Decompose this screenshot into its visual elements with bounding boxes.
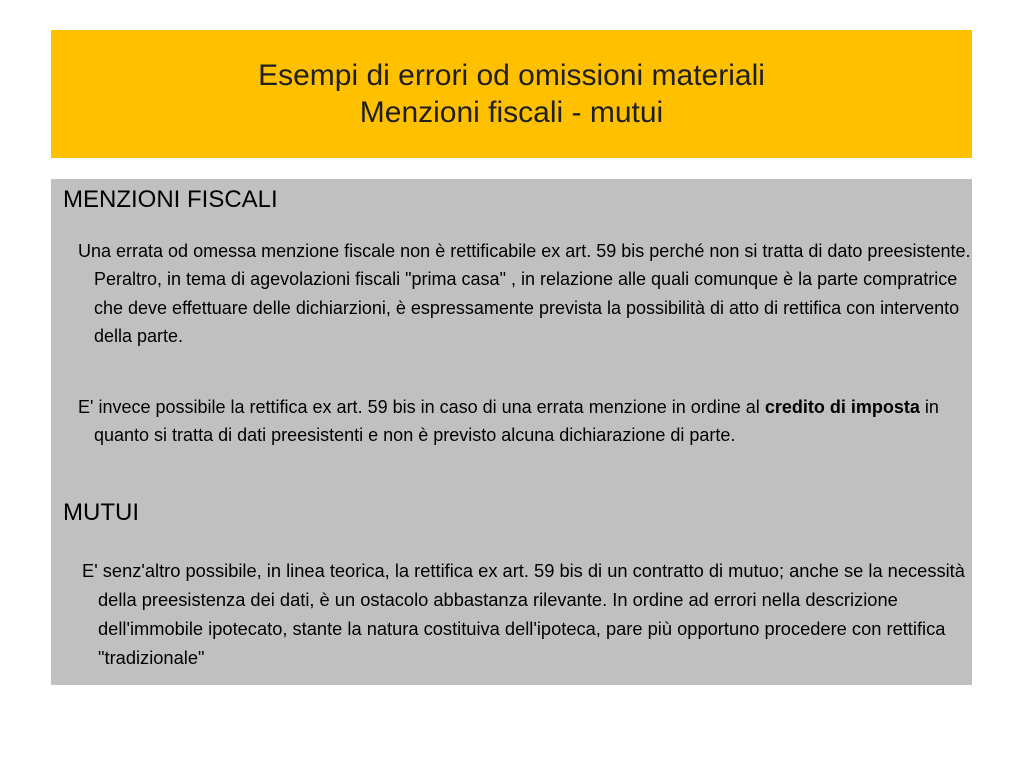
loans-heading: MUTUI [63, 499, 139, 526]
fiscal-paragraph-2-text-end: in quanto si tratta di dati preesistenti e non è previsto alcuna dichiarazione di parte. [94, 397, 939, 446]
fiscal-heading: MENZIONI FISCALI [63, 186, 278, 213]
loans-paragraph: E' senz'altro possibile, in linea teorica, la rettifica ex art. 59 bis di un contratto di mutuo; anche se la necessità della preesistenza dei dati, è un ostacolo abbastanza rilevante. In ordine ad errori nella descrizione dell'immobile ipotecato, stante la natura costituiva dell'ipoteca, pare più opportuno procedere con rettifica "tradizionale" [82, 560, 965, 668]
tax-credit-emphasis: credito di imposta [764, 397, 920, 417]
fiscal-paragraph-1: Una errata od omessa menzione fiscale non è rettificabile ex art. 59 bis perché non si tratta di dato preesistente. Peraltro, in tema di agevolazioni fiscali "prima casa" , in relazione alle quali comunque è la parte compratrice che deve effettuare delle dichiarzioni, è espressamente prevista la possibilità di atto di rettifica con intervento della parte. [78, 241, 971, 346]
slide-title-line-2: Menzioni fiscali - mutui [359, 96, 664, 129]
fiscal-paragraph-2-text-start: E' invece possibile la rettifica ex art. 59 bis in caso di una errata menzione in ordine al [78, 397, 765, 417]
slide-title-line-1: Esempi di errori od omissioni materiali [258, 59, 765, 92]
fiscal-paragraph-2 [78, 393, 986, 450]
slide-title-banner [51, 30, 972, 158]
slide-content-panel [51, 179, 972, 685]
